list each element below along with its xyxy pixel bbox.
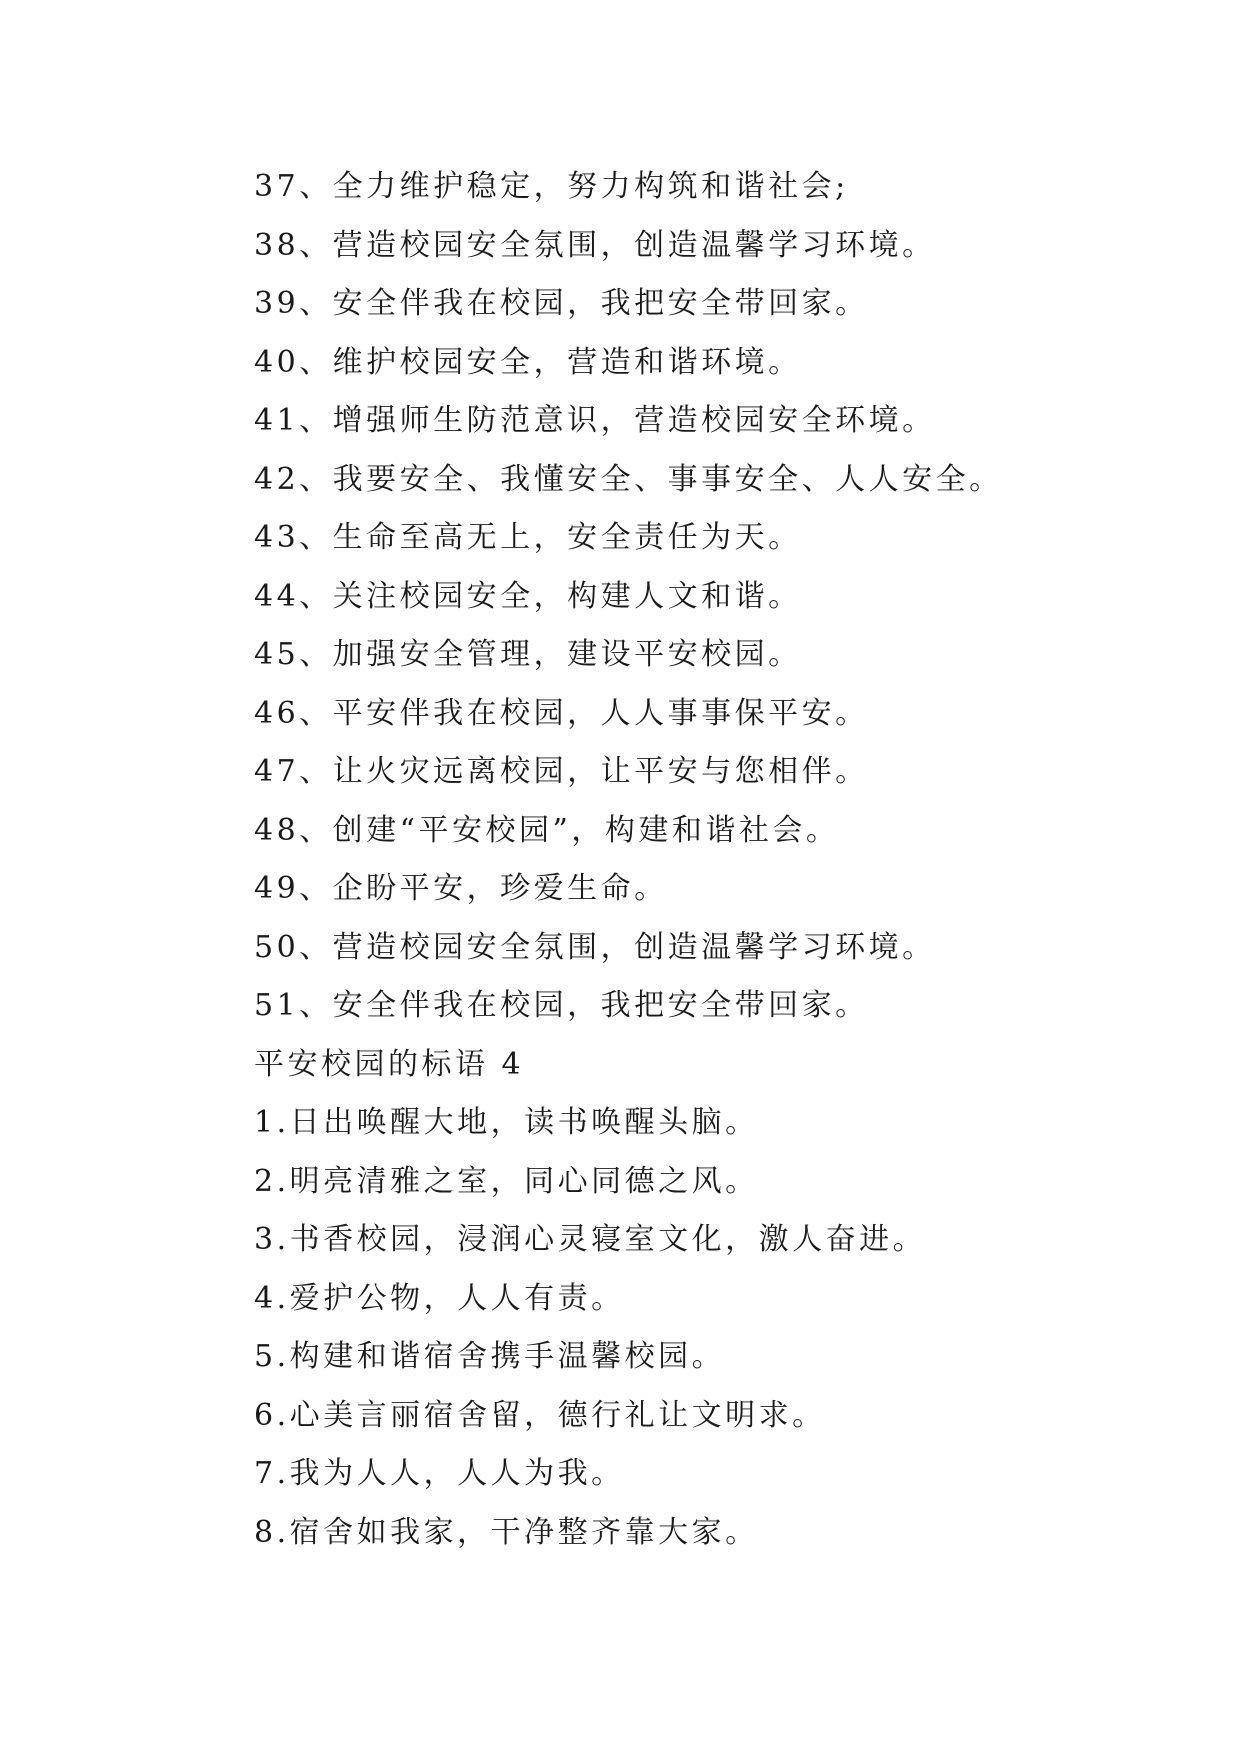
text-line-37: 37、全力维护稳定，努力构筑和谐社会; (254, 169, 849, 204)
text-line-38: 38、营造校园安全氛围，创造温馨学习环境。 (254, 227, 936, 263)
text-line-2: 2.明亮清雅之室，同心同德之风。 (254, 1163, 759, 1199)
text-line-39: 39、安全伴我在校园，我把安全带回家。 (254, 286, 869, 321)
text-line-46: 46、平安伴我在校园，人人事事保平安。 (254, 695, 869, 731)
section-heading: 平安校园的标语 4 (254, 1046, 525, 1082)
text-line-8: 8.宿舍如我家，干净整齐靠大家。 (254, 1514, 759, 1550)
text-line-40: 40、维护校园安全，营造和谐环境。 (254, 344, 802, 380)
text-line-50: 50、营造校园安全氛围，创造温馨学习环境。 (254, 929, 936, 965)
text-line-41: 41、增强师生防范意识，营造校园安全环境。 (254, 403, 936, 438)
text-line-48: 48、创建“平安校园”，构建和谐社会。 (254, 812, 840, 848)
document-body (254, 158, 1154, 1562)
text-line-47: 47、让火灾远离校园，让平安与您相伴。 (254, 754, 869, 789)
text-line-1: 1.日出唤醒大地，读书唤醒头脑。 (254, 1105, 759, 1140)
text-line-44: 44、关注校园安全，构建人文和谐。 (254, 578, 802, 614)
text-line-5: 5.构建和谐宿舍携手温馨校园。 (254, 1339, 726, 1374)
text-line-4: 4.爱护公物，人人有责。 (254, 1280, 625, 1316)
text-line-45: 45、加强安全管理，建设平安校园。 (254, 637, 802, 672)
text-line-7: 7.我为人人，人人为我。 (254, 1456, 625, 1491)
text-line-49: 49、企盼平安，珍爱生命。 (254, 871, 668, 906)
text-line-51: 51、安全伴我在校园，我把安全带回家。 (254, 988, 869, 1023)
text-line-3: 3.书香校园，浸润心灵寝室文化，激人奋进。 (254, 1222, 927, 1257)
text-line-6: 6.心美言丽宿舍留，德行礼让文明求。 (254, 1397, 826, 1433)
text-line-43: 43、生命至高无上，安全责任为天。 (254, 520, 802, 555)
text-line-42: 42、我要安全、我懂安全、事事安全、人人安全。 (254, 461, 1003, 497)
